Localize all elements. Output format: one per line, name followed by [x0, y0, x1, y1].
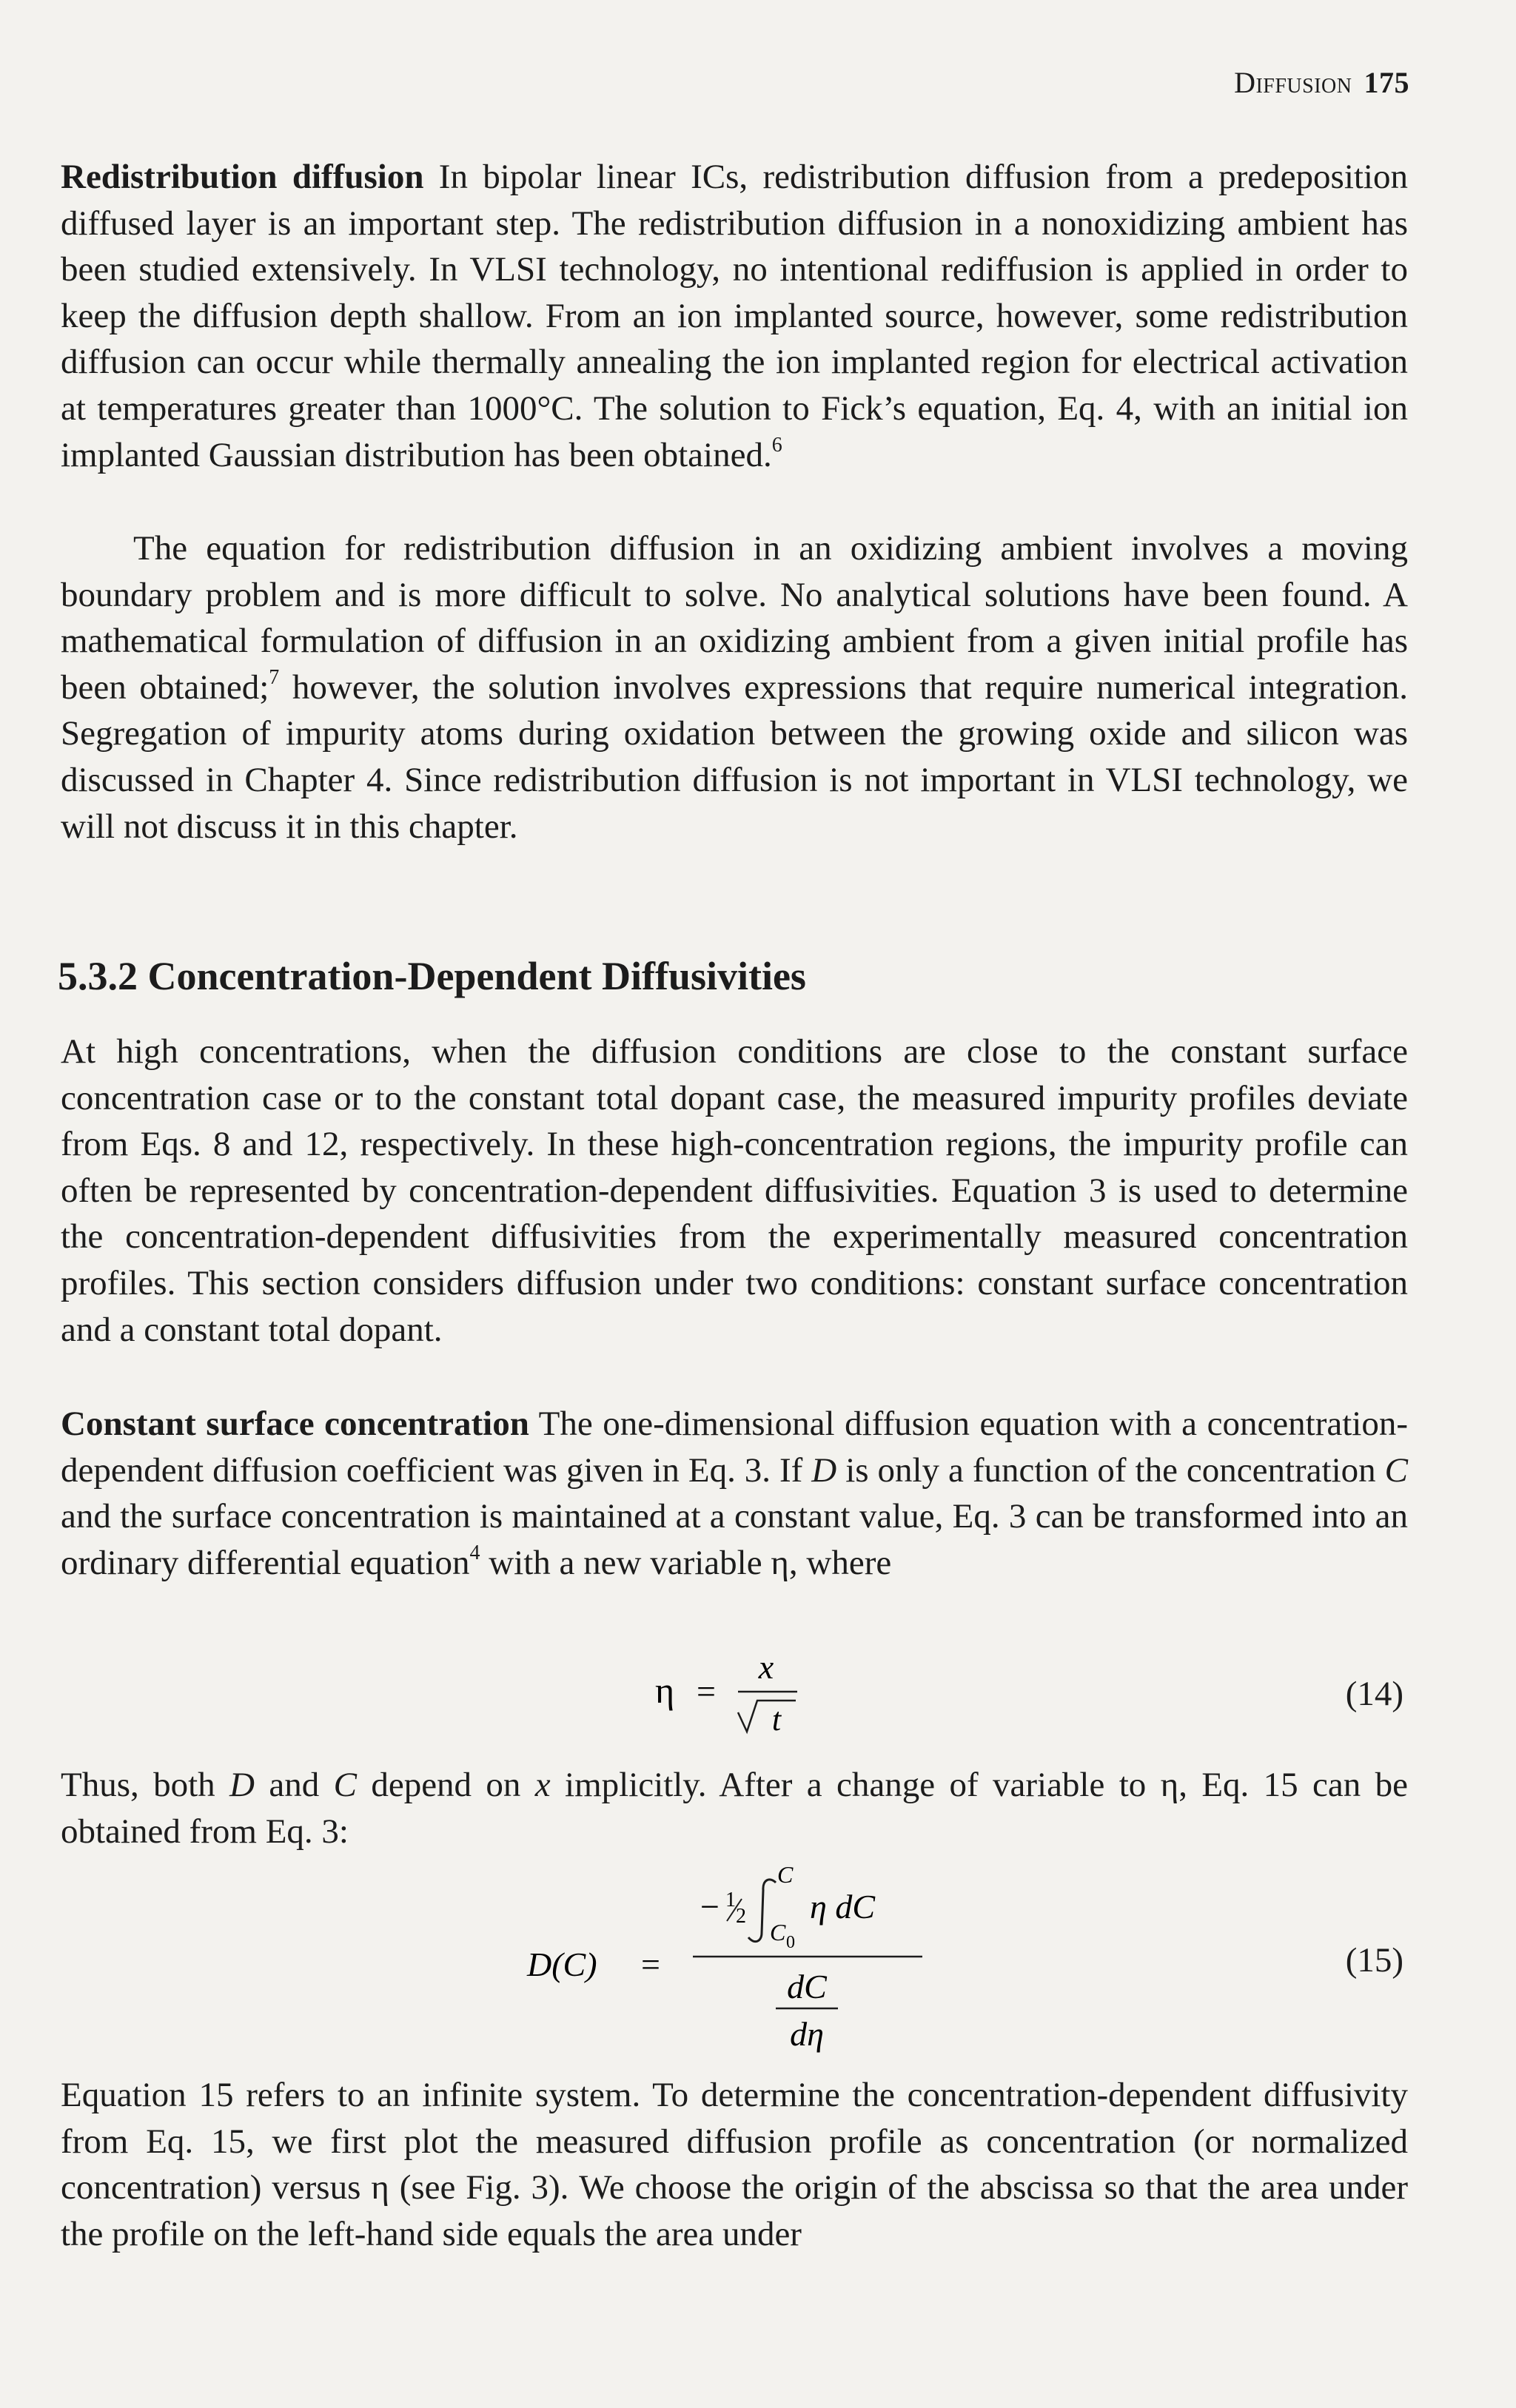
page-number: 175 — [1364, 66, 1409, 99]
denominator-t: t — [771, 1701, 782, 1738]
paragraph-oxidizing-ambient — [61, 525, 1408, 850]
equation-number: (15) — [1345, 1941, 1403, 1980]
paragraph-text: is only a function of the concentration — [836, 1450, 1385, 1490]
variable-d: D — [811, 1450, 837, 1490]
paragraph-text: Equation 15 refers to an infinite system. To determine the concentration-dependent diffusivity from Eq. 15, we first plot the measured diffusion profile as concentration (or normalized concentration) versus η (see Fig. 3). We choose the origin of the abscissa so that the area under the profile on the left-hand side equals the area under — [61, 2076, 1408, 2253]
paragraph-heading: Redistribution diffusion — [61, 158, 424, 196]
lower-limit-subscript: 0 — [786, 1933, 795, 1952]
section-title: 5.3.2 Concentration-Dependent Diffusivities — [58, 954, 806, 998]
paragraph-text: and — [255, 1766, 334, 1804]
integrand: η dC — [810, 1888, 876, 1926]
integral-lower-limit: C — [770, 1919, 786, 1945]
header-section: Diffusion — [1234, 66, 1352, 99]
paragraph-text: depend on — [356, 1766, 535, 1804]
variable-c: C — [1384, 1450, 1408, 1490]
paragraph-constant-surface — [61, 1401, 1408, 1586]
sqrt-sign — [738, 1701, 796, 1732]
paragraph-heading: Constant surface concentration — [61, 1405, 529, 1443]
numerator-x: x — [758, 1648, 774, 1686]
equals-sign: = — [697, 1672, 716, 1710]
paragraph-text: At high concentrations, when the diffusion conditions are close to the constant surface concentration case or to the constant total dopant case, the measured impurity profiles deviate from Eqs. 8 and 12, respectively. In these high-concentration regions, the impurity profile can often be represented by concentration-dependent diffusivities. Equation 3 is used to determine the concentration-dependent diffusivities from the experimentally measured concentration profiles. This section considers diffusion under two conditions: constant surface concentration and a constant total dopant. — [61, 1032, 1408, 1349]
paragraph-text: with a new variable η, where — [480, 1543, 892, 1582]
running-header — [1234, 65, 1409, 100]
paragraph-text: and the surface concentration is maintained at a constant value, Eq. 3 can be transformed into an ordinary differential equation — [61, 1497, 1408, 1582]
derivative-numerator: dC — [787, 1968, 827, 2005]
paragraph-text: however, the solution involves expressions that require numerical integration. Segregation of impurity atoms during oxidation between the growing oxide and silicon was discussed in Chapter 4. Since redistribution diffusion is not important in VLSI technology, we will not discuss it in this chapter. — [61, 667, 1408, 846]
paragraph-high-concentrations — [61, 1029, 1408, 1353]
equation-number: (14) — [1345, 1675, 1403, 1713]
paragraph-redistribution — [61, 154, 1408, 478]
half-numerator: 1 — [725, 1889, 736, 1911]
paragraph-text: The equation for redistribution diffusion in an oxidizing ambient involves a moving boundary problem and is more difficult to solve. No analytical solutions have been found. A mathematical formulation of diffusion in an oxidizing ambient from a given initial profile has been obtained; — [61, 529, 1408, 707]
paragraph-text: Thus, both — [61, 1766, 230, 1804]
variable-d: D — [229, 1766, 255, 1804]
integral-upper-limit: C — [777, 1861, 794, 1888]
eta-symbol: η — [655, 1669, 675, 1711]
paragraph-text: implicitly. After a change of variable to η, Eq. 15 can be obtained from Eq. 3: — [61, 1766, 1408, 1851]
reference-marker: 6 — [771, 433, 782, 457]
reference-marker: 7 — [269, 665, 280, 689]
paragraph-text: The one-dimensional diffusion equation with a concentration-dependent diffusion coefficient was given in Eq. 3. If — [61, 1405, 1408, 1490]
variable-c: C — [333, 1766, 357, 1804]
reference-marker: 4 — [469, 1541, 480, 1564]
variable-x: x — [534, 1766, 551, 1804]
half-denominator: 2 — [736, 1905, 746, 1928]
lhs-d-of-c: D(C) — [527, 1945, 597, 1983]
equals-sign: = — [641, 1945, 660, 1983]
paragraph-text: In bipolar linear ICs, redistribution diffusion from a predeposition diffused layer is an important step. The redistribution diffusion in a nonoxidizing ambient has been studied extensively. In VLSI technology, no intentional rediffusion is applied in order to keep the diffusion depth shallow. From an ion implanted source, however, some redistribution diffusion can occur while thermally annealing the ion implanted region for electrical activation at temperatures greater than 1000°C. The solution to Fick’s equation, Eq. 4, with an initial ion implanted Gaussian distribution has been obtained. — [61, 158, 1408, 474]
paragraph-change-of-variable — [61, 1762, 1408, 1854]
derivative-denominator: dη — [790, 2015, 824, 2053]
paragraph-infinite-system — [61, 2072, 1408, 2257]
equation-15-graphic — [511, 1850, 955, 2065]
equation-14-graphic — [640, 1643, 833, 1739]
minus-sign: − — [700, 1888, 720, 1926]
